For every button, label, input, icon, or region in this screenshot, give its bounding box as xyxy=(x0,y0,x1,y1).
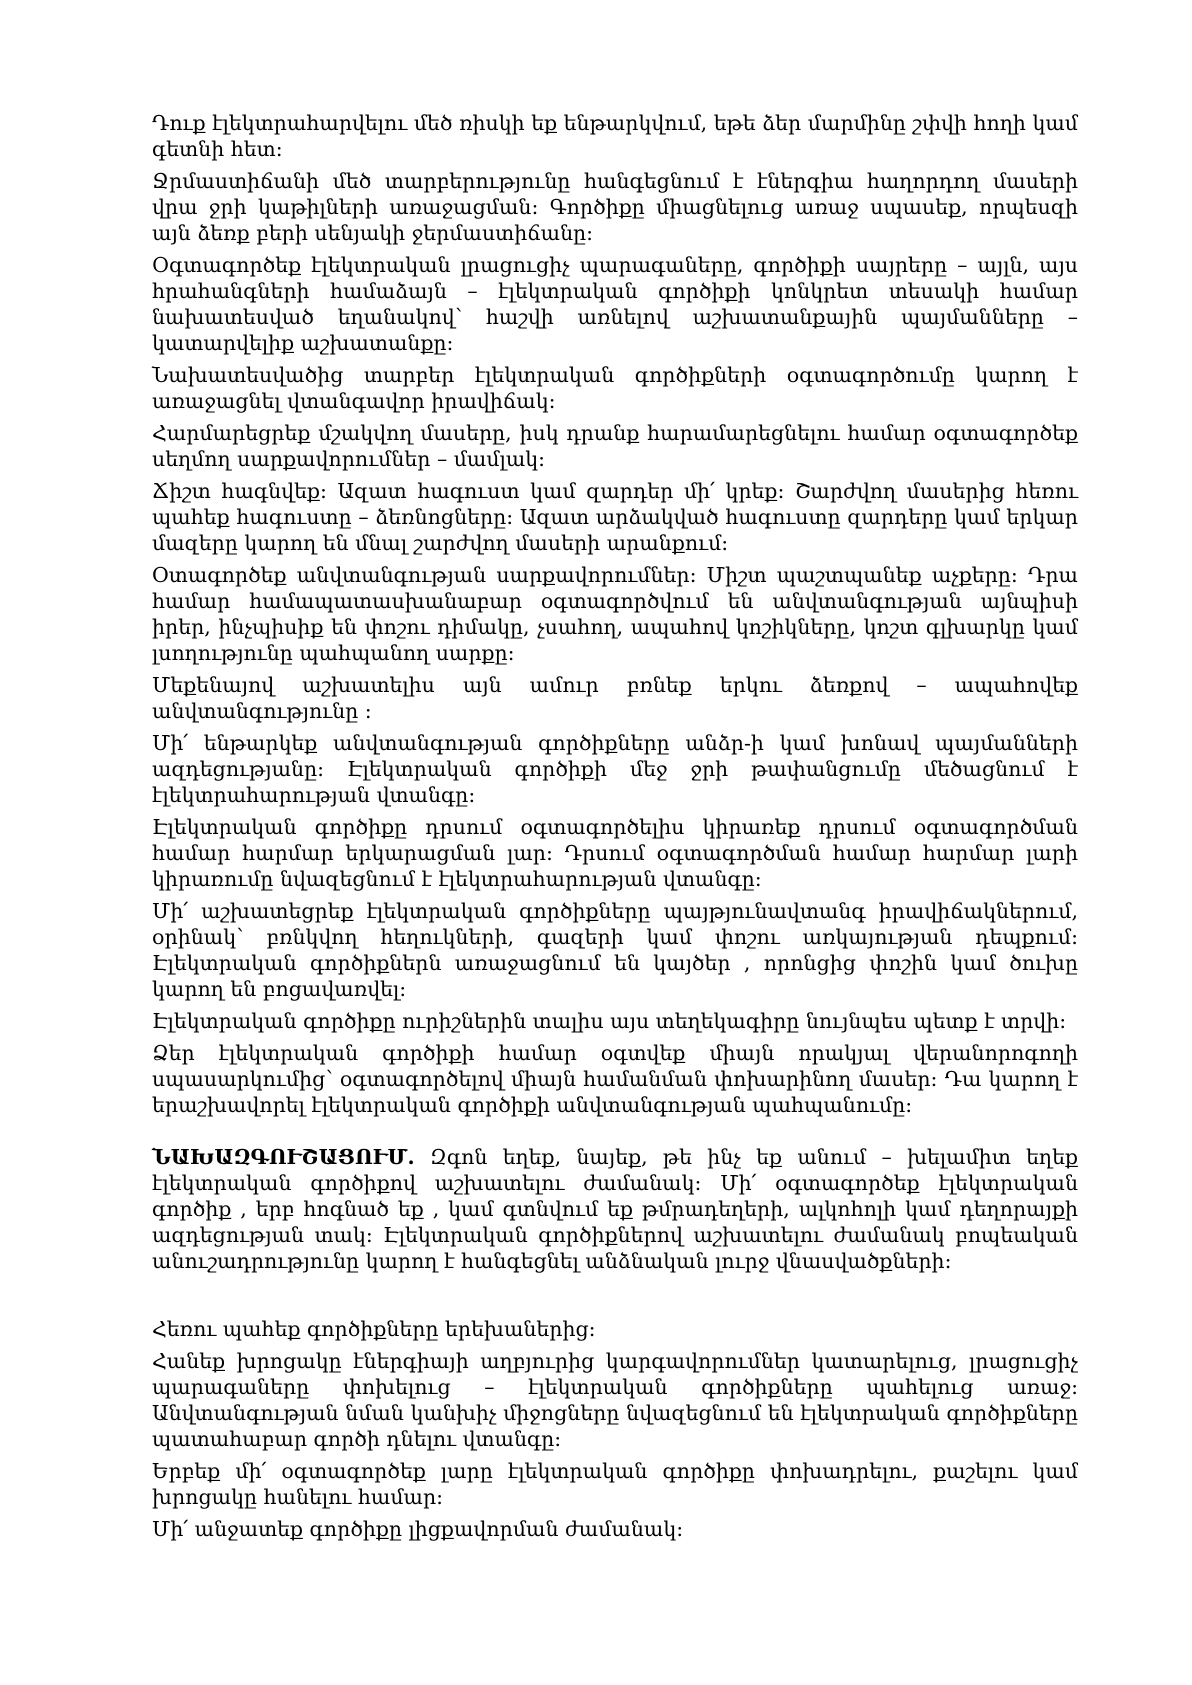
document-body xyxy=(152,110,1078,1548)
paragraph-cord-misuse: Երբեք մի՛ օգտագործեք լարը էլեկտրական գործիքը փոխադրելու, քաշելու կամ խրոցակը հանելու համար: xyxy=(152,1459,1078,1509)
paragraph-outdoor-extension-cord: Էլեկտրական գործիքը դրսում օգտագործելիս կիրառեք դրսում օգտագործման համար հարմար երկարացման լար: Դրսում օգտագործման համար հարմար լարի կիրառումը նվազեցնում է էլեկտրահարության վտանգը: xyxy=(152,815,1078,891)
warning-title: ՆԱԽԱԶԳՈՒՇԱՑՈՒՄ. xyxy=(152,1145,415,1169)
paragraph-pass-manual-along: Էլեկտրական գործիքը ուրիշներին տալիս այս տեղեկագիրը նույնպես պետք է տրվի: xyxy=(152,1009,1067,1033)
warning-paragraph xyxy=(152,1144,1078,1274)
paragraph-hold-with-two-hands: Մեքենայով աշխատելիս այն ամուր բռնեք երկու ձեռքով – ապահովեք անվտանգությունը : xyxy=(152,673,1078,723)
paragraph-rain-moisture: Մի՛ ենթարկեք անվտանգության գործիքները անձր-ի կամ խոնավ պայմանների ազդեցությանը: Էլեկտրական գործիքի մեջ ջրի թափանցումը մեծացնում է էլեկտրահարության վտանգը: xyxy=(152,731,1078,807)
paragraph-no-disconnect-charging: Մի՛ անջատեք գործիքը լիցքավորման ժամանակ: xyxy=(152,1517,684,1541)
paragraph-improper-use-danger: Նախատեսվածից տարբեր էլեկտրական գործիքների օգտագործումը կարող է առաջացնել վտանգավոր իրավիճակ: xyxy=(152,363,1078,413)
paragraph-explosive-atmosphere: Մի՛ աշխատեցրեք էլեկտրական գործիքները պայթյունավտանգ իրավիճակներում, օրինակ՝ բռնկվող հեղուկների, գազերի կամ փոշու առկայության դեպքում: Էլեկտրական գործիքներն առաջացնում են կայծեր , որոնցից փոշին կամ ծուխը կարող են բոցավառվել: xyxy=(152,899,1078,1001)
paragraph-keep-from-children: Հեռու պահեք գործիքները երեխաներից: xyxy=(152,1317,596,1341)
paragraph-dress-properly: Ճիշտ հագնվեք: Ազատ հագուստ կամ զարդեր մի՛ կրեք: Շարժվող մասերից հեռու պահեք հագուստը – ձեռնոցները: Ազատ արձակված հագուստը զարդերը կամ երկար մազերը կարող են մնալ շարժվող մասերի արանքում: xyxy=(152,479,1078,555)
warning-text: Զգոն եղեք, նայեք, թե ինչ եք անում – խելամիտ եղեք էլեկտրական գործիքով աշխատելու ժամանակ: Մի՛ օգտագործեք էլեկտրական գործիք , երբ հոգնած եք , կամ գտնվում եք թմրադեղերի, ալկոհոլի կամ դեղորայքի ազդեցության տակ: Էլեկտրական գործիքներով աշխատելու ժամանակ բոպեական անուշադրությունը կարող է հանգեցնել անձնական լուրջ վնասվածքների: xyxy=(152,1145,1078,1273)
paragraph-unplug-before-adjusting: Հանեք խրոցակը էներգիայի աղբյուրից կարգավորումներ կատարելուց, լրացուցիչ պարագաները փոխելուց – էլեկտրական գործիքները պահելուց առաջ: Անվտանգության նման կանխիչ միջոցները նվազեցնում են էլեկտրական գործիքները պատահաբար գործի դնելու վտանգը: xyxy=(152,1349,1078,1451)
paragraph-clamp-workpiece: Հարմարեցրեք մշակվող մասերը, իսկ դրանք հարամարեցնելու համար օգտագործեք սեղմող սարքավորումներ – մամլակ: xyxy=(152,421,1078,471)
paragraph-ground-contact-risk: Դուք էլեկտրահարվելու մեծ ռիսկի եք ենթարկվում, եթե ձեր մարմինը շփվի հողի կամ գետնի հետ: xyxy=(152,111,1078,161)
paragraph-use-accessories: Օգտագործեք էլեկտրական լրացուցիչ պարագաները, գործիքի սայրերը – այլն, այս հրահանգների համաձայն – էլեկտրական գործիքի կոնկրետ տեսակի համար նախատեսված եղանակով՝ հաշվի առնելով աշխատանքային պայմանները – կատարվելիք աշխատանքը: xyxy=(152,253,1078,355)
paragraph-qualified-repair: Ձեր էլեկտրական գործիքի համար օգտվեք միայն որակյալ վերանորոգողի սպասարկումից՝ օգտագործելով միայն համանման փոխարինող մասեր: Դա կարող է երաշխավորել էլեկտրական գործիքի անվտանգության պահպանումը: xyxy=(152,1041,1078,1117)
paragraph-safety-equipment: Oտագործեք անվտանգության սարքավորումներ: Միշտ պաշտպանեք աչքերը: Դրա համար համապատասխանաբար օգտագործվում են անվտանգության այնպիսի իրեր, ինչպիսիք են փոշու դիմակը, չսահող, ապահով կոշիկները, կոշտ գլխարկը կամ լսողությունը պահպանող սարքը: xyxy=(152,563,1078,665)
paragraph-temperature-difference: Ջրմաստիճանի մեծ տարբերությունը հանգեցնում է էներգիա հաղորդող մասերի վրա ջրի կաթիլների առաջացման: Գործիքը միացնելուց առաջ սպասեք, որպեսզի այն ձեռք բերի սենյակի ջերմաստիճանը: xyxy=(152,169,1078,245)
